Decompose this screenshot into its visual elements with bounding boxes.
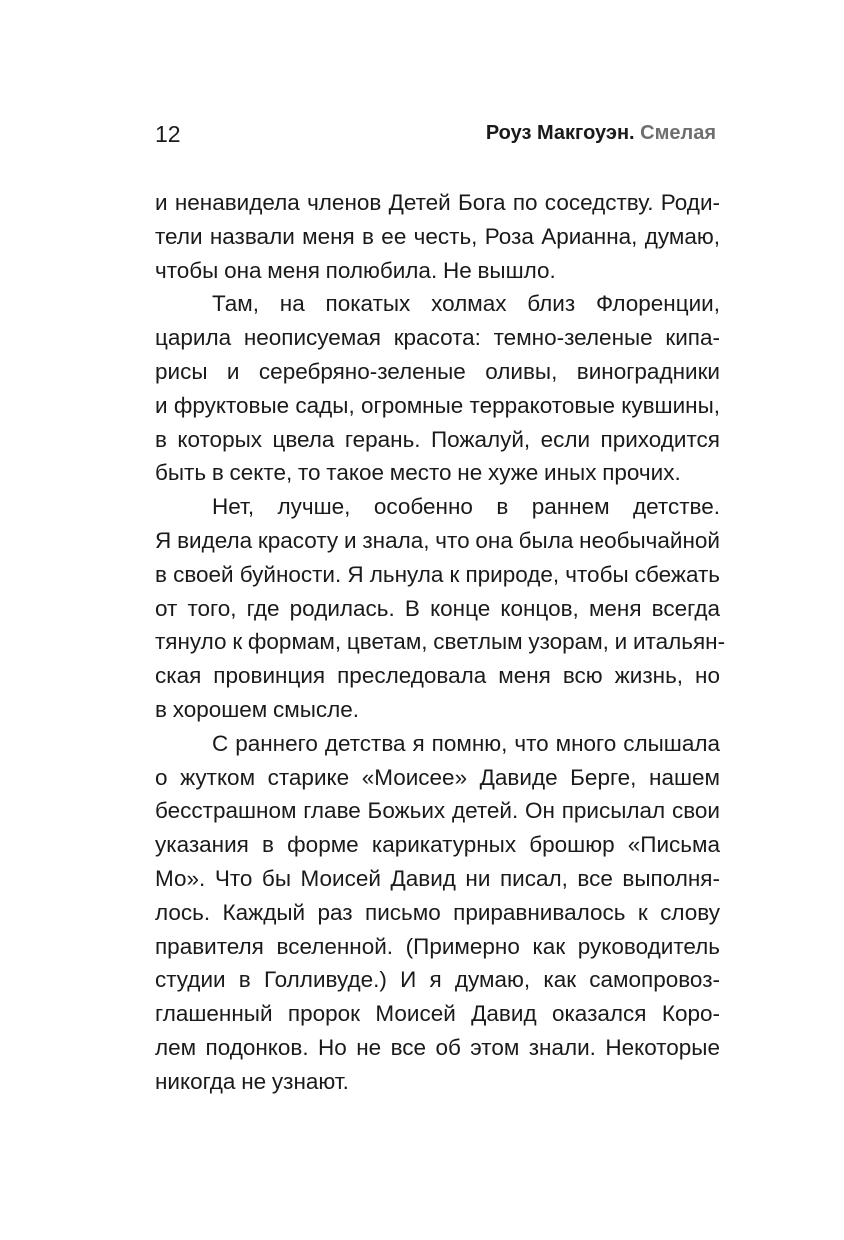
text-line: в которых цвела герань. Пожалуй, если приходится bbox=[155, 426, 720, 452]
running-head-author: Роуз Макгоуэн. bbox=[485, 122, 635, 144]
page-number: 12 bbox=[155, 121, 181, 147]
text-line: студии в Голливуде.) И я думаю, как самопровоз- bbox=[155, 967, 720, 993]
text-line: бесстрашном главе Божьих детей. Он присылал свои bbox=[155, 798, 720, 824]
text-line: рисы и серебряно-зеленые оливы, виноградники bbox=[155, 358, 720, 384]
text-line: Я видела красоту и знала, что она была необычайной bbox=[155, 527, 720, 553]
paragraph bbox=[155, 727, 720, 1099]
text-line: чтобы она меня полюбила. Не вышло. bbox=[155, 257, 556, 283]
text-line: ская провинция преследовала меня всю жизнь, но bbox=[155, 663, 720, 689]
paragraph bbox=[155, 287, 720, 490]
text-line: в своей буйности. Я льнула к природе, чтобы сбежать bbox=[155, 561, 720, 587]
text-line: царила неописуемая красота: темно-зеленые кипа- bbox=[155, 325, 720, 351]
text-line: лем подонков. Но не все об этом знали. Некоторые bbox=[155, 1034, 720, 1060]
text-line: и ненавидела членов Детей Бога по соседству. Роди- bbox=[155, 190, 720, 215]
page-header bbox=[155, 121, 720, 151]
running-head bbox=[486, 122, 716, 145]
text-line: глашенный пророк Моисей Давид оказался Коро- bbox=[155, 1001, 720, 1027]
text-line: лось. Каждый раз письмо приравнивалось к слову bbox=[155, 899, 720, 925]
text-line: тянуло к формам, цветам, светлым узорам, и итальян- bbox=[155, 629, 726, 655]
text-line: о жутком старике «Моисее» Давиде Берге, нашем bbox=[155, 764, 720, 790]
text-line: Там, на покатых холмах близ Флоренции, bbox=[212, 291, 720, 317]
text-line: от того, где родилась. В конце концов, меня всегда bbox=[155, 595, 720, 621]
text-line: никогда не узнают. bbox=[155, 1068, 349, 1094]
text-line: правителя вселенной. (Примерно как руководитель bbox=[155, 933, 720, 959]
text-line: и фруктовые сады, огромные терракотовые кувшины, bbox=[155, 392, 720, 418]
text-line: указания в форме карикатурных брошюр «Письма bbox=[155, 832, 720, 858]
body-text bbox=[155, 186, 726, 1099]
text-line: быть в секте, то такое место не хуже иных прочих. bbox=[155, 460, 681, 486]
paragraph bbox=[155, 186, 720, 287]
paragraph bbox=[155, 490, 726, 727]
text-line: в хорошем смысле. bbox=[155, 696, 360, 722]
text-line: С раннего детства я помню, что много слышала bbox=[212, 730, 720, 756]
running-head-title: Смелая bbox=[640, 122, 716, 144]
text-line: тели назвали меня в ее честь, Роза Арианна, думаю, bbox=[155, 223, 720, 249]
text-line: Нет, лучше, особенно в раннем детстве. bbox=[212, 494, 720, 520]
text-line: Мо». Что бы Моисей Давид ни писал, все выполня- bbox=[155, 865, 720, 891]
